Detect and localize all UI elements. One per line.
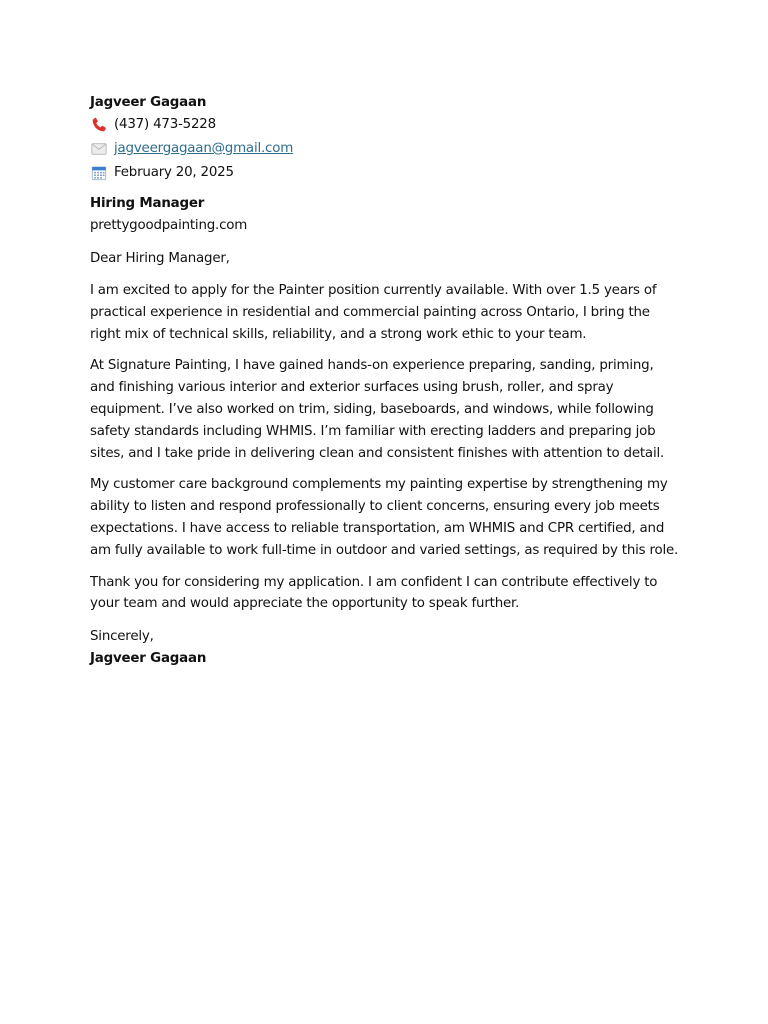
letter-content [90, 93, 680, 670]
recipient-title: Hiring Manager [90, 196, 205, 211]
recipient-company: prettygoodpainting.com [90, 218, 248, 233]
date-row [90, 161, 680, 185]
body-paragraph-3: My customer care background complements my painting expertise by strengthening my ability to listen and respond professionally to client concerns, ensuring every job meets expectations. I have access to reliable transportation, am WHMIS and CPR certified, and am fully available to work full-time in outdoor and varied settings, as required by this role. [90, 477, 679, 558]
calendar-icon [90, 164, 108, 182]
recipient-block [90, 193, 680, 237]
phone-icon [90, 116, 108, 134]
body-paragraph-1: I am excited to apply for the Painter position currently available. With over 1.5 years of practical experience in residential and commercial painting across Ontario, I bring the right mix of technical skills, reliability, and a strong work ethic to your team. [90, 283, 657, 342]
phone-number: (437) 473-5228 [114, 117, 216, 132]
phone-row [90, 113, 680, 137]
email-link[interactable]: jagveergagaan@gmail.com [114, 141, 294, 156]
letter-date: February 20, 2025 [114, 165, 234, 180]
envelope-icon [90, 140, 108, 158]
signature-name: Jagveer Gagaan [90, 651, 207, 667]
body-paragraph-4: Thank you for considering my application. I am confident I can contribute effectively to your team and would appreciate the opportunity to speak further. [90, 574, 658, 612]
closing: Sincerely, [90, 629, 154, 645]
body-paragraph-2: At Signature Painting, I have gained hands-on experience preparing, sanding, priming, and finishing various interior and exterior surfaces using brush, roller, and spray equipment. I’ve also worked on trim, siding, baseboards, and windows, while following safety standards including WHMIS. I’m familiar with erecting ladders and preparing job sites, and I take pride in delivering clean and consistent finishes with attention to detail. [90, 358, 665, 461]
sender-name: Jagveer Gagaan [90, 95, 207, 110]
salutation: Dear Hiring Manager, [90, 251, 230, 266]
email-row [90, 137, 680, 161]
